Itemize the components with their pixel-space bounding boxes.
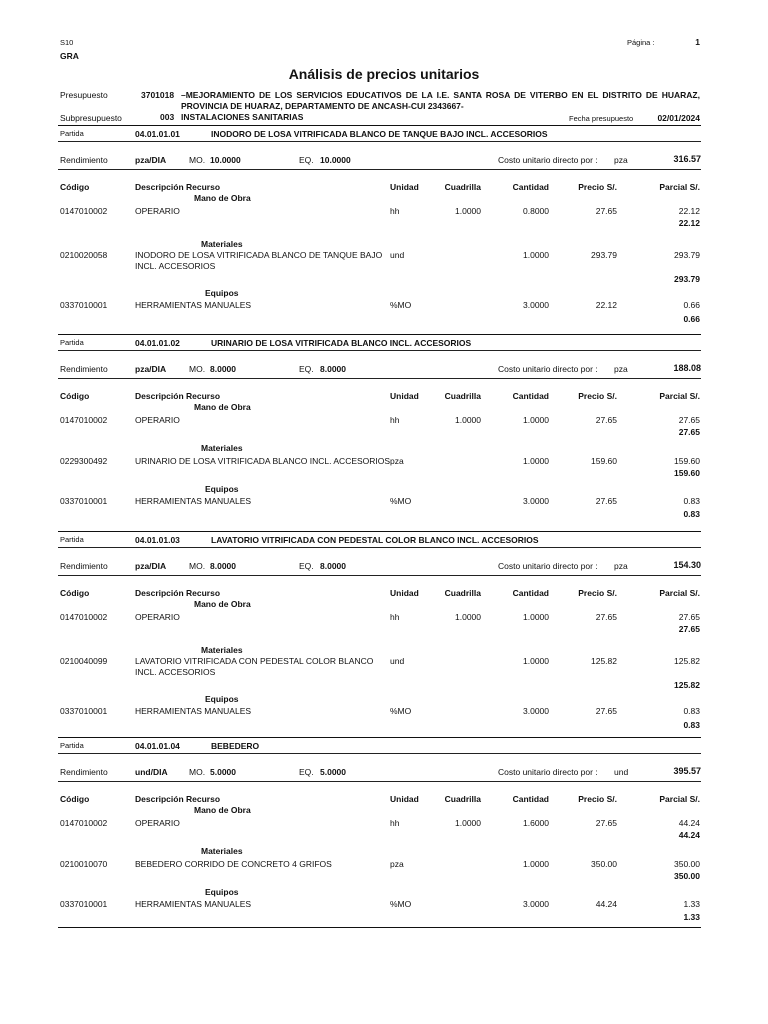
- org-code: GRA: [60, 51, 79, 61]
- equipo-codigo: 0337010001: [60, 496, 108, 506]
- equipo-cantidad: 3.0000: [523, 300, 549, 310]
- mano-obra-precio: 27.65: [595, 206, 617, 216]
- col-unidad: Unidad: [390, 182, 419, 192]
- col-precio: Precio S/.: [578, 391, 617, 401]
- mano-obra-cuadrilla: 1.0000: [455, 415, 481, 425]
- mano-obra-cuadrilla: 1.0000: [455, 818, 481, 828]
- equipo-desc: HERRAMIENTAS MANUALES: [135, 706, 252, 716]
- materiales-heading: Materiales: [201, 443, 243, 453]
- costo-label: Costo unitario directo por :: [498, 561, 598, 571]
- material-precio: 159.60: [591, 456, 617, 466]
- mano-obra-desc: OPERARIO: [135, 415, 180, 425]
- equipo-desc: HERRAMIENTAS MANUALES: [135, 300, 252, 310]
- divider: [58, 547, 701, 548]
- col-unidad: Unidad: [390, 794, 419, 804]
- col-precio: Precio S/.: [578, 794, 617, 804]
- equipos-heading: Equipos: [205, 484, 239, 494]
- partida-code: 04.01.01.04: [135, 741, 180, 751]
- material-subtotal: 125.82: [674, 680, 700, 690]
- material-desc-line2: INCL. ACCESORIOS: [135, 667, 216, 677]
- mano-obra-cuadrilla: 1.0000: [455, 612, 481, 622]
- page-number: 1: [695, 37, 700, 47]
- material-cantidad: 1.0000: [523, 656, 549, 666]
- presupuesto-desc-line1: –MEJORAMIENTO DE LOS SERVICIOS EDUCATIVOS DE LA I.E. SANTA ROSA DE VITERBO EN EL DISTRITO DE HUARAZ,: [181, 90, 700, 100]
- costo-total: 154.30: [673, 560, 701, 570]
- equipo-parcial: 0.83: [683, 706, 700, 716]
- mano-obra-desc: OPERARIO: [135, 206, 180, 216]
- mano-obra-heading: Mano de Obra: [194, 599, 251, 609]
- eq-value: 8.0000: [320, 364, 346, 374]
- equipo-desc: HERRAMIENTAS MANUALES: [135, 496, 252, 506]
- col-cuadrilla: Cuadrilla: [444, 588, 481, 598]
- equipo-unidad: %MO: [390, 300, 412, 310]
- mano-obra-codigo: 0147010002: [60, 818, 108, 828]
- material-codigo: 0229300492: [60, 456, 108, 466]
- mano-obra-precio: 27.65: [595, 415, 617, 425]
- materiales-heading: Materiales: [201, 846, 243, 856]
- equipo-parcial: 0.66: [683, 300, 700, 310]
- mano-obra-cantidad: 1.6000: [523, 818, 549, 828]
- material-parcial: 350.00: [674, 859, 700, 869]
- equipos-heading: Equipos: [205, 694, 239, 704]
- partida-label: Partida: [60, 535, 84, 544]
- col-parcial: Parcial S/.: [659, 391, 700, 401]
- material-cantidad: 1.0000: [523, 456, 549, 466]
- equipo-parcial: 1.33: [683, 899, 700, 909]
- mo-value: 8.0000: [210, 364, 236, 374]
- equipo-cantidad: 3.0000: [523, 899, 549, 909]
- material-codigo: 0210020058: [60, 250, 108, 260]
- divider: [58, 737, 701, 738]
- mo-label: MO.: [189, 561, 206, 571]
- divider: [58, 141, 701, 142]
- rendimiento-unit: pza/DIA: [135, 155, 167, 165]
- mo-value: 8.0000: [210, 561, 236, 571]
- partida-code: 04.01.01.01: [135, 129, 180, 139]
- mano-obra-precio: 27.65: [595, 818, 617, 828]
- partida-label: Partida: [60, 129, 84, 138]
- eq-label: EQ.: [299, 767, 314, 777]
- material-desc: URINARIO DE LOSA VITRIFICADA BLANCO INCL. ACCESORIOS: [135, 456, 391, 466]
- rendimiento-label: Rendimiento: [60, 561, 108, 571]
- material-precio: 293.79: [591, 250, 617, 260]
- costo-unit: und: [614, 767, 629, 777]
- presupuesto-desc-line2: PROVINCIA DE HUARAZ, DEPARTAMENTO DE ANCASH-CUI 2343667-: [181, 101, 464, 111]
- mano-obra-cantidad: 0.8000: [523, 206, 549, 216]
- partida-description: INODORO DE LOSA VITRIFICADA BLANCO DE TANQUE BAJO INCL. ACCESORIOS: [211, 129, 548, 139]
- eq-label: EQ.: [299, 364, 314, 374]
- equipo-unidad: %MO: [390, 899, 412, 909]
- material-codigo: 0210040099: [60, 656, 108, 666]
- mano-obra-desc: OPERARIO: [135, 612, 180, 622]
- equipo-codigo: 0337010001: [60, 899, 108, 909]
- material-subtotal: 159.60: [674, 468, 700, 478]
- mano-obra-codigo: 0147010002: [60, 206, 108, 216]
- divider: [58, 753, 701, 754]
- equipo-precio: 44.24: [595, 899, 617, 909]
- col-codigo: Código: [60, 391, 90, 401]
- material-cantidad: 1.0000: [523, 859, 549, 869]
- presupuesto-code: 3701018: [141, 90, 175, 100]
- mo-label: MO.: [189, 767, 206, 777]
- mano-obra-parcial: 22.12: [678, 206, 700, 216]
- material-parcial: 293.79: [674, 250, 700, 260]
- divider: [58, 927, 701, 928]
- mano-obra-parcial: 44.24: [678, 818, 700, 828]
- mano-obra-unidad: hh: [390, 818, 400, 828]
- rendimiento-unit: pza/DIA: [135, 364, 167, 374]
- col-unidad: Unidad: [390, 391, 419, 401]
- equipo-subtotal: 1.33: [683, 912, 700, 922]
- costo-total: 395.57: [673, 766, 701, 776]
- costo-label: Costo unitario directo por :: [498, 767, 598, 777]
- material-parcial: 159.60: [674, 456, 700, 466]
- equipo-cantidad: 3.0000: [523, 706, 549, 716]
- mo-label: MO.: [189, 155, 206, 165]
- equipo-codigo: 0337010001: [60, 706, 108, 716]
- mano-obra-desc: OPERARIO: [135, 818, 180, 828]
- material-desc: BEBEDERO CORRIDO DE CONCRETO 4 GRIFOS: [135, 859, 332, 869]
- material-desc: INODORO DE LOSA VITRIFICADA BLANCO DE TANQUE BAJO: [135, 250, 383, 260]
- costo-total: 316.57: [673, 154, 701, 164]
- eq-value: 8.0000: [320, 561, 346, 571]
- report-code: S10: [60, 38, 74, 47]
- mo-label: MO.: [189, 364, 206, 374]
- subpresupuesto-label: Subpresupuesto: [60, 113, 122, 123]
- materiales-heading: Materiales: [201, 239, 243, 249]
- mano-obra-unidad: hh: [390, 206, 400, 216]
- material-unidad: und: [390, 250, 405, 260]
- fecha-value: 02/01/2024: [657, 113, 700, 123]
- col-cuadrilla: Cuadrilla: [444, 182, 481, 192]
- material-precio: 125.82: [591, 656, 617, 666]
- fecha-label: Fecha presupuesto: [569, 114, 634, 123]
- col-parcial: Parcial S/.: [659, 794, 700, 804]
- partida-code: 04.01.01.03: [135, 535, 180, 545]
- col-descripcion: Descripción Recurso: [135, 182, 221, 192]
- mano-obra-cuadrilla: 1.0000: [455, 206, 481, 216]
- mano-obra-subtotal: 27.65: [678, 624, 700, 634]
- col-codigo: Código: [60, 794, 90, 804]
- divider: [58, 531, 701, 532]
- material-subtotal: 350.00: [674, 871, 700, 881]
- material-parcial: 125.82: [674, 656, 700, 666]
- material-unidad: und: [390, 656, 405, 666]
- subpresupuesto-code: 003: [160, 112, 175, 122]
- divider: [58, 350, 701, 351]
- rendimiento-label: Rendimiento: [60, 364, 108, 374]
- col-cantidad: Cantidad: [512, 391, 549, 401]
- equipo-cantidad: 3.0000: [523, 496, 549, 506]
- col-cuadrilla: Cuadrilla: [444, 391, 481, 401]
- rendimiento-label: Rendimiento: [60, 155, 108, 165]
- mano-obra-subtotal: 27.65: [678, 427, 700, 437]
- equipos-heading: Equipos: [205, 887, 239, 897]
- divider: [58, 169, 701, 170]
- equipo-subtotal: 0.83: [683, 509, 700, 519]
- equipo-subtotal: 0.83: [683, 720, 700, 730]
- col-descripcion: Descripción Recurso: [135, 391, 221, 401]
- partida-description: LAVATORIO VITRIFICADA CON PEDESTAL COLOR BLANCO INCL. ACCESORIOS: [211, 535, 539, 545]
- mano-obra-precio: 27.65: [595, 612, 617, 622]
- mano-obra-subtotal: 22.12: [678, 218, 700, 228]
- mano-obra-codigo: 0147010002: [60, 612, 108, 622]
- rendimiento-unit: und/DIA: [135, 767, 168, 777]
- partida-description: BEBEDERO: [211, 741, 260, 751]
- mano-obra-codigo: 0147010002: [60, 415, 108, 425]
- mano-obra-unidad: hh: [390, 415, 400, 425]
- mano-obra-parcial: 27.65: [678, 415, 700, 425]
- col-parcial: Parcial S/.: [659, 588, 700, 598]
- col-precio: Precio S/.: [578, 588, 617, 598]
- divider: [58, 125, 701, 126]
- col-cantidad: Cantidad: [512, 182, 549, 192]
- mano-obra-unidad: hh: [390, 612, 400, 622]
- costo-unit: pza: [614, 561, 628, 571]
- subpresupuesto-desc: INSTALACIONES SANITARIAS: [181, 112, 304, 122]
- material-unidad: pza: [390, 859, 404, 869]
- eq-value: 5.0000: [320, 767, 346, 777]
- mano-obra-heading: Mano de Obra: [194, 805, 251, 815]
- col-parcial: Parcial S/.: [659, 182, 700, 192]
- page-label: Página :: [627, 38, 655, 47]
- mano-obra-heading: Mano de Obra: [194, 193, 251, 203]
- mano-obra-heading: Mano de Obra: [194, 402, 251, 412]
- mo-value: 5.0000: [210, 767, 236, 777]
- material-subtotal: 293.79: [674, 274, 700, 284]
- material-precio: 350.00: [591, 859, 617, 869]
- costo-label: Costo unitario directo por :: [498, 155, 598, 165]
- page-title: Análisis de precios unitarios: [288, 66, 480, 82]
- material-unidad: pza: [390, 456, 404, 466]
- rendimiento-label: Rendimiento: [60, 767, 108, 777]
- material-codigo: 0210010070: [60, 859, 108, 869]
- equipo-precio: 27.65: [595, 706, 617, 716]
- col-cantidad: Cantidad: [512, 794, 549, 804]
- costo-label: Costo unitario directo por :: [498, 364, 598, 374]
- equipo-parcial: 0.83: [683, 496, 700, 506]
- mano-obra-parcial: 27.65: [678, 612, 700, 622]
- eq-label: EQ.: [299, 561, 314, 571]
- costo-unit: pza: [614, 364, 628, 374]
- divider: [58, 334, 701, 335]
- col-cantidad: Cantidad: [512, 588, 549, 598]
- mo-value: 10.0000: [210, 155, 241, 165]
- partida-description: URINARIO DE LOSA VITRIFICADA BLANCO INCL. ACCESORIOS: [211, 338, 472, 348]
- equipo-unidad: %MO: [390, 706, 412, 716]
- costo-total: 188.08: [673, 363, 701, 373]
- col-codigo: Código: [60, 588, 90, 598]
- col-unidad: Unidad: [390, 588, 419, 598]
- mano-obra-cantidad: 1.0000: [523, 415, 549, 425]
- divider: [58, 781, 701, 782]
- presupuesto-label: Presupuesto: [60, 90, 108, 100]
- equipos-heading: Equipos: [205, 288, 239, 298]
- col-codigo: Código: [60, 182, 90, 192]
- col-precio: Precio S/.: [578, 182, 617, 192]
- divider: [58, 378, 701, 379]
- materiales-heading: Materiales: [201, 645, 243, 655]
- equipo-subtotal: 0.66: [683, 314, 700, 324]
- equipo-desc: HERRAMIENTAS MANUALES: [135, 899, 252, 909]
- col-descripcion: Descripción Recurso: [135, 588, 221, 598]
- material-cantidad: 1.0000: [523, 250, 549, 260]
- equipo-codigo: 0337010001: [60, 300, 108, 310]
- mano-obra-cantidad: 1.0000: [523, 612, 549, 622]
- equipo-precio: 27.65: [595, 496, 617, 506]
- eq-value: 10.0000: [320, 155, 351, 165]
- equipo-precio: 22.12: [595, 300, 617, 310]
- costo-unit: pza: [614, 155, 628, 165]
- partida-code: 04.01.01.02: [135, 338, 180, 348]
- col-cuadrilla: Cuadrilla: [444, 794, 481, 804]
- eq-label: EQ.: [299, 155, 314, 165]
- partida-label: Partida: [60, 338, 84, 347]
- mano-obra-subtotal: 44.24: [678, 830, 700, 840]
- material-desc: LAVATORIO VITRIFICADA CON PEDESTAL COLOR BLANCO: [135, 656, 374, 666]
- equipo-unidad: %MO: [390, 496, 412, 506]
- partida-label: Partida: [60, 741, 84, 750]
- material-desc-line2: INCL. ACCESORIOS: [135, 261, 216, 271]
- col-descripcion: Descripción Recurso: [135, 794, 221, 804]
- divider: [58, 575, 701, 576]
- rendimiento-unit: pza/DIA: [135, 561, 167, 571]
